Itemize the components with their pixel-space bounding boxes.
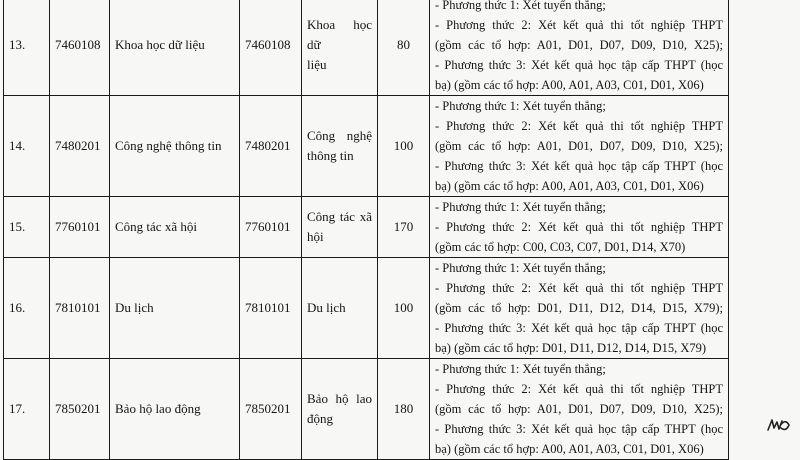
admission-method-line: - Phương thức 1: Xét tuyển thẳng; xyxy=(435,261,606,275)
major-code: 7480201 xyxy=(50,96,110,197)
training-major-name-line: hội xyxy=(307,229,324,244)
major-code: 7460108 xyxy=(50,0,110,96)
training-major-name xyxy=(302,96,378,197)
training-major-name xyxy=(302,359,378,460)
training-major-name xyxy=(302,258,378,359)
signature-mark xyxy=(766,416,792,434)
row-number: 15. xyxy=(4,197,50,258)
training-major-name-line: liệu xyxy=(307,57,327,72)
training-major-name-line: Bảo hộ lao xyxy=(307,391,372,406)
training-major-name xyxy=(302,0,378,96)
admission-method-line: - Phương thức 3: Xét kết quả học tập cấp THPT (học xyxy=(435,321,723,335)
training-major-name-line: Công nghệ xyxy=(307,128,372,143)
admission-method-line: - Phương thức 2: Xét kết quả thi tốt nghiệp THPT xyxy=(435,382,723,396)
admissions-table xyxy=(3,0,729,460)
major-name: Công nghệ thông tin xyxy=(110,96,240,197)
admission-method-line: (gồm các tổ hợp: D01, D11, D12, D14, D15, X79); xyxy=(435,301,723,315)
admission-methods xyxy=(430,96,729,197)
admission-methods xyxy=(430,0,729,96)
admission-methods xyxy=(430,197,729,258)
admission-method-line: (gồm các tổ hợp: A01, D01, D07, D09, D10, X25); xyxy=(435,402,723,416)
admission-method-line: (gồm các tổ hợp: A01, D01, D07, D09, D10, X25); xyxy=(435,38,723,52)
admission-method-line: (gồm các tổ hợp: C00, C03, C07, D01, D14, X70) xyxy=(435,240,686,254)
training-code: 7460108 xyxy=(240,0,302,96)
admission-method-line: - Phương thức 3: Xét kết quả học tập cấp THPT (học xyxy=(435,422,723,436)
major-name: Du lịch xyxy=(110,258,240,359)
major-code: 7760101 xyxy=(50,197,110,258)
admission-methods xyxy=(430,258,729,359)
admission-method-line: bạ) (gồm các tổ hợp: A00, A01, A03, C01, D01, X06) xyxy=(435,78,704,92)
training-major-name-line: Du lịch xyxy=(307,300,346,315)
quota-value: 100 xyxy=(378,258,430,359)
row-number: 17. xyxy=(4,359,50,460)
training-code: 7480201 xyxy=(240,96,302,197)
training-major-name-line: Công tác xã xyxy=(307,209,372,224)
admission-method-line: - Phương thức 1: Xét tuyển thẳng; xyxy=(435,0,606,12)
training-major-name-line: thông tin xyxy=(307,148,354,163)
row-number: 14. xyxy=(4,96,50,197)
admission-method-line: (gồm các tổ hợp: A01, D01, D07, D09, D10, X25); xyxy=(435,139,723,153)
major-name: Bảo hộ lao động xyxy=(110,359,240,460)
admission-method-line: - Phương thức 3: Xét kết quả học tập cấp THPT (học xyxy=(435,58,723,72)
training-major-name xyxy=(302,197,378,258)
admission-method-line: bạ) (gồm các tổ hợp: D01, D11, D12, D14, D15, X79) xyxy=(435,341,707,355)
major-name: Công tác xã hội xyxy=(110,197,240,258)
table-row xyxy=(4,359,729,460)
training-code: 7760101 xyxy=(240,197,302,258)
quota-value: 80 xyxy=(378,0,430,96)
admission-method-line: - Phương thức 2: Xét kết quả thi tốt nghiệp THPT xyxy=(435,119,723,133)
admission-method-line: - Phương thức 1: Xét tuyển thẳng; xyxy=(435,362,606,376)
training-major-name-line: động xyxy=(307,411,333,426)
admission-method-line: - Phương thức 1: Xét tuyển thẳng; xyxy=(435,200,606,214)
admission-method-line: bạ) (gồm các tổ hợp: A00, A01, A03, C01, D01, X06) xyxy=(435,442,704,456)
table-row xyxy=(4,0,729,96)
table-row xyxy=(4,96,729,197)
admission-methods xyxy=(430,359,729,460)
quota-value: 170 xyxy=(378,197,430,258)
admission-method-line: - Phương thức 2: Xét kết quả thi tốt nghiệp THPT xyxy=(435,281,723,295)
admission-method-line: - Phương thức 2: Xét kết quả thi tốt nghiệp THPT xyxy=(435,220,723,234)
major-name: Khoa học dữ liệu xyxy=(110,0,240,96)
table-row xyxy=(4,197,729,258)
table-row xyxy=(4,258,729,359)
training-major-name-line: Khoa học dữ xyxy=(307,17,372,52)
admission-method-line: - Phương thức 3: Xét kết quả học tập cấp THPT (học xyxy=(435,159,723,173)
row-number: 13. xyxy=(4,0,50,96)
major-code: 7810101 xyxy=(50,258,110,359)
training-code: 7850201 xyxy=(240,359,302,460)
admission-method-line: - Phương thức 2: Xét kết quả thi tốt nghiệp THPT xyxy=(435,18,723,32)
major-code: 7850201 xyxy=(50,359,110,460)
admission-method-line: bạ) (gồm các tổ hợp: A00, A01, A03, C01, D01, X06) xyxy=(435,179,704,193)
quota-value: 180 xyxy=(378,359,430,460)
row-number: 16. xyxy=(4,258,50,359)
quota-value: 100 xyxy=(378,96,430,197)
training-code: 7810101 xyxy=(240,258,302,359)
admission-method-line: - Phương thức 1: Xét tuyển thẳng; xyxy=(435,99,606,113)
